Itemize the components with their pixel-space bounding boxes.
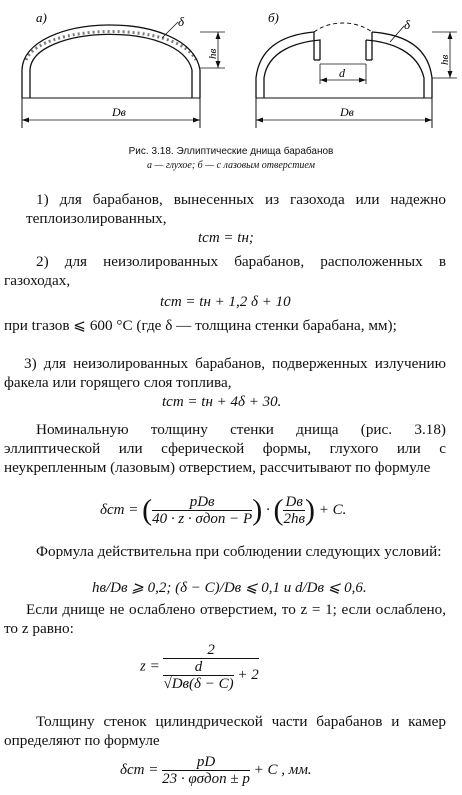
figure-a-label: а) xyxy=(36,10,47,25)
equation-3: tст = tн + 4δ + 30. xyxy=(162,394,282,410)
figure-a-height-label: hв xyxy=(207,48,219,59)
paragraph-2: 2) для неизолированных барабанов, расположенных в газоходах, xyxy=(4,253,446,289)
figure-a-diameter-label: Dв xyxy=(112,105,126,119)
equation-4-fraction-1: $\frac{\text{pDв}}{\text{40 · z · σдоп − P}}$ xyxy=(152,494,253,527)
paragraph-3a: при tгазов ⩽ 600 °С (где δ — толщина стенки барабана, мм); xyxy=(4,317,397,334)
equation-4-lhs: δст = xyxy=(100,501,139,518)
equation-7-lhs: δст = xyxy=(120,761,159,778)
equation-7 xyxy=(120,754,312,787)
figure-b-height-label: hв xyxy=(439,54,451,65)
equation-5: hв/Dв ⩾ 0,2; (δ − C)/Dв ⩽ 0,1 и d/Dв ⩽ 0,6. xyxy=(92,580,367,596)
paragraph-1: 1) для барабанов, вынесенных из газохода или надежно теплоизолированных, xyxy=(26,191,446,227)
equation-2: tст = tн + 1,2 δ + 10 xyxy=(160,294,291,310)
paragraph-6: Если днище не ослаблено отверстием, то z = 1; если ослаблено, то z равно: xyxy=(4,601,446,637)
equation-7-fraction: $\frac{pD}{\text{23 · φσдоп ± p}}$ xyxy=(162,754,250,787)
equation-6-lhs: z = xyxy=(140,658,160,675)
figure-a-thickness-label: δ xyxy=(178,14,185,29)
figures xyxy=(0,0,462,150)
figure-caption-title: Рис. 3.18. Эллиптические днища барабанов xyxy=(128,146,334,157)
equation-6 xyxy=(140,642,259,692)
figure-b-label: б) xyxy=(268,10,279,25)
equation-6-fraction: 2 $\frac{d}{√Dв(\delta - C)}$ + 2 xyxy=(163,642,259,692)
figure-b-hole-label: d xyxy=(339,66,345,80)
figure-b-thickness-label: δ xyxy=(404,17,411,32)
equation-1: tст = tн; xyxy=(198,230,254,246)
equation-4-fraction-2: $\frac{Dв}{2hв}$ xyxy=(283,494,305,527)
figure-b-diameter-label: Dв xyxy=(340,105,354,119)
equation-7-tail: + C , мм. xyxy=(253,761,312,778)
figure-a-blind-head xyxy=(0,0,230,145)
paragraph-3b: 3) для неизолированных барабанов, подверженных излучению факела или горящего слоя топлива, xyxy=(4,355,446,391)
equation-4: δст = ( $\frac{\text{pDв}}{\text{40 · z · σдоп − P}}$ ) · ( $\frac{Dв}{2hв}$ ) + C. xyxy=(100,493,347,527)
equation-4-tail: + C. xyxy=(318,501,347,518)
paragraph-7: Толщину стенок цилиндрической части барабанов и камер определяют по формуле xyxy=(4,713,446,749)
paragraph-4: Номинальную толщину стенки днища (рис. 3.18) эллиптической или сферической формы, глухого или с неукрепленным (лазовым) отверстием, рассчитывают по формуле xyxy=(4,421,446,476)
figure-caption-subtitle: а — глухое; б — с лазовым отверстием xyxy=(147,160,315,171)
paragraph-5: Формула действительна при соблюдении следующих условий: xyxy=(36,543,442,560)
figure-b-manhole-head xyxy=(232,0,462,145)
